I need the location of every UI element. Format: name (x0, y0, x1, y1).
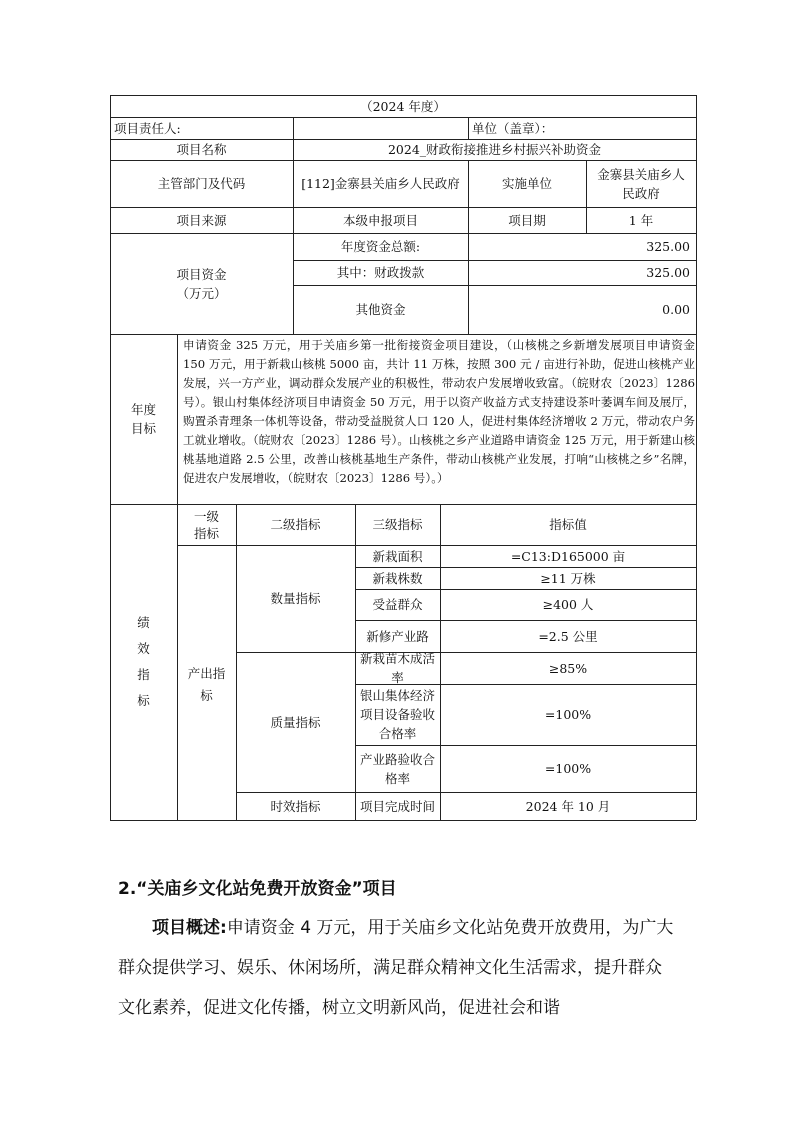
perf-char-1: 绩 (137, 615, 150, 630)
funds-label-line1: 项目资金 (176, 266, 227, 282)
level1-header-line2: 指标 (193, 525, 219, 541)
table-row-value: ≥85% (548, 660, 588, 676)
project-overview (118, 908, 678, 1028)
output-label-line1: 产出指 (187, 666, 226, 681)
annual-goal-label-line1: 年度 (130, 402, 156, 417)
perf-char-3: 指 (137, 667, 150, 682)
level3-header: 三级指标 (372, 517, 423, 532)
level2-header: 二级指标 (270, 517, 321, 532)
table-row-name: 产业路验收合格率 (359, 751, 435, 786)
annual-goal-label-line2: 目标 (130, 421, 156, 436)
fiscal-funds-label: 其中：财政拨款 (336, 265, 425, 280)
dept-value: [112]金寨县关庙乡人民政府 (301, 176, 460, 191)
quantity-indicator-label: 数量指标 (270, 591, 321, 606)
overview-text: 申请资金 4 万元，用于关庙乡文化站免费开放费用，为广大群众提供学习、娱乐、休闲场所，满足群众精神文化生活需求，提升群众文化素养，促进文化传播，树立文明新风尚，促进社会和谐 (118, 918, 674, 1018)
table-row-name: 受益群众 (372, 597, 423, 612)
table-row-name: 项目完成时间 (359, 798, 435, 814)
output-label-line2: 标 (200, 688, 213, 703)
table-row-value: =100% (544, 707, 592, 722)
level1-header-line1: 一级 (193, 508, 219, 524)
period-label: 项目期 (508, 212, 546, 228)
output-indicator-label (177, 545, 236, 820)
dept-label: 主管部门及代码 (157, 176, 246, 191)
source-value: 本级申报项目 (342, 212, 418, 228)
table-row-value: =C13:D165000 亩 (510, 548, 626, 564)
other-funds-value: 0.00 (662, 302, 690, 317)
total-funds-label: 年度资金总额: (340, 239, 421, 254)
impl-unit-value: 金寨县关庙乡人民政府 (597, 166, 685, 201)
performance-indicator-label (110, 504, 177, 820)
table-row-value: 2024 年 10 月 (525, 798, 611, 814)
table-row-name: 新栽面积 (372, 548, 423, 564)
unit-label: 单位（盖章）： (472, 120, 554, 136)
fiscal-funds-value: 325.00 (646, 265, 690, 280)
table-row-value: =100% (544, 761, 592, 776)
impl-unit-label: 实施单位 (501, 176, 552, 191)
overview-label: 项目概述: (152, 918, 227, 938)
annual-goal-text: 申请资金 325 万元，用于关庙乡第一批衔接资金项目建设，（山核桃之乡新增发展项目申请资金 150 万元，用于新栽山核桃 5000 亩，共计 11 万株，按照 300 元 / 亩进行补助，促进山核桃产业发展，兴一方产业，调动群众发展产业的积极性，带动农户发展增收致富。（皖财农〔2023〕1286 号）。银山村集体经济项目申请资金 50 万元，用于以资产收益方式支持建设茶叶萎调车间及展厅，购置杀青理条一体机等设备，带动受益脱贫人口 120 人，促进村集体经济增收 2 万元，带动农户务工就业增收。（皖财农〔2023〕1286 号）。山核桃之乡产业道路申请资金 125 万元，用于新建山核桃基地道路 2.5 公里，改善山核桃基地生产条件，带动山核桃产业发展，打响“山核桃之乡”名牌，促进农户发展增收，（皖财农〔2023〕1286 号）。） (183, 338, 695, 485)
funds-label-line2: （万元） (176, 285, 227, 301)
level1-header (177, 504, 236, 545)
table-year-header: （2024 年度） (360, 98, 446, 114)
table-row-name: 新修产业路 (366, 628, 429, 644)
responsible-label: 项目责任人: (114, 120, 181, 136)
table-row-value: ≥400 人 (542, 597, 594, 612)
time-indicator-label: 时效指标 (270, 798, 321, 814)
responsible-value (293, 117, 468, 139)
period-value: 1 年 (628, 212, 654, 228)
table-row-name: 银山集体经济项目设备验收合格率 (359, 688, 435, 741)
table-row-name: 新栽株数 (372, 570, 423, 586)
perf-char-2: 效 (137, 641, 150, 656)
total-funds-value: 325.00 (646, 239, 690, 254)
source-label: 项目来源 (176, 212, 227, 228)
table-row-value: ≥11 万株 (540, 570, 596, 586)
funds-label (110, 233, 293, 334)
table-row-value: =2.5 公里 (538, 628, 598, 644)
project-name-value: 2024_财政衔接推进乡村振兴补助资金 (387, 142, 602, 157)
quality-indicator-label: 质量指标 (270, 714, 321, 730)
perf-char-4: 标 (137, 693, 150, 708)
annual-goal-label (110, 334, 177, 504)
value-header: 指标值 (549, 517, 587, 532)
other-funds-label: 其他资金 (355, 302, 406, 317)
project-name-label: 项目名称 (176, 142, 227, 157)
section-title: 2.“关庙乡文化站免费开放资金”项目 (118, 879, 397, 899)
table-row-name: 新栽苗木成活率 (359, 651, 435, 685)
